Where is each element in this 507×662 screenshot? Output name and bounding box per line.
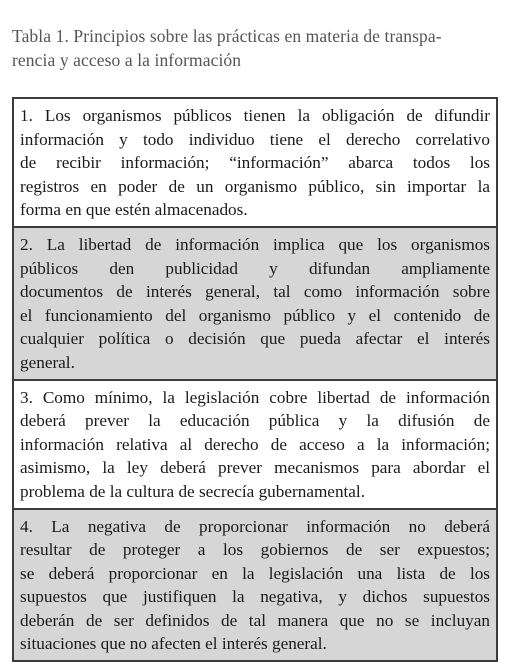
- principle-line: resultar de proteger a los gobiernos de ser expuestos;: [20, 540, 490, 560]
- principle-line: 2. La libertad de información implica que los organismos: [20, 234, 490, 254]
- principle-line: documentos de interés general, tal como información sobre: [20, 282, 490, 302]
- principle-line: el funcionamiento del organismo público y el contenido de: [20, 305, 490, 325]
- principle-cell-3: [13, 380, 497, 509]
- table-caption: [12, 24, 498, 72]
- principle-line: cualquier política o decisión que pueda afectar el interés: [20, 329, 490, 349]
- principles-table: [12, 97, 498, 662]
- principle-line: 3. Como mínimo, la legislación cobre libertad de información: [20, 387, 490, 407]
- principle-line: públicos den publicidad y difundan ampliamente: [20, 258, 490, 278]
- principle-cell-2: [13, 227, 497, 380]
- principle-row-4: [13, 509, 497, 662]
- principle-line: 4. La negativa de proporcionar información no deberá: [20, 516, 490, 536]
- principle-cell-1: [13, 98, 497, 227]
- principle-line: información relativa al derecho de acceso a la información;: [20, 434, 490, 454]
- principle-line: asimismo, la ley deberá prever mecanismos para abordar el: [20, 458, 490, 478]
- principle-line: forma en que estén almacenados.: [20, 200, 248, 220]
- principle-line: 1. Los organismos públicos tienen la obligación de difundir: [20, 106, 490, 125]
- principle-line: información y todo individuo tiene el derecho correlativo: [20, 129, 490, 149]
- principle-line: registros en poder de un organismo público, sin importar la: [20, 176, 490, 196]
- principle-row-3: [13, 380, 497, 509]
- principle-line: se deberá proporcionar en la legislación una lista de los: [20, 563, 490, 583]
- principle-row-2: [13, 227, 497, 380]
- principle-cell-4: [13, 509, 497, 662]
- principle-line: supuestos que justifiquen la negativa, y dichos supuestos: [20, 587, 490, 607]
- principle-line: problema de la cultura de secrecía gubernamental.: [20, 481, 366, 501]
- principle-line: deberán de ser definidos de tal manera que no se incluyan: [20, 610, 490, 630]
- caption-line: Tabla 1. Principios sobre las prácticas en materia de transpa-: [12, 26, 442, 46]
- principle-line: general.: [20, 352, 75, 372]
- principle-line: de recibir información; “información” abarca todos los: [20, 153, 490, 173]
- caption-line: rencia y acceso a la información: [12, 50, 242, 70]
- principle-row-1: [13, 98, 497, 227]
- principle-line: deberá prever la educación pública y la difusión de: [20, 411, 490, 431]
- principle-line: situaciones que no afecten el interés general.: [20, 634, 327, 654]
